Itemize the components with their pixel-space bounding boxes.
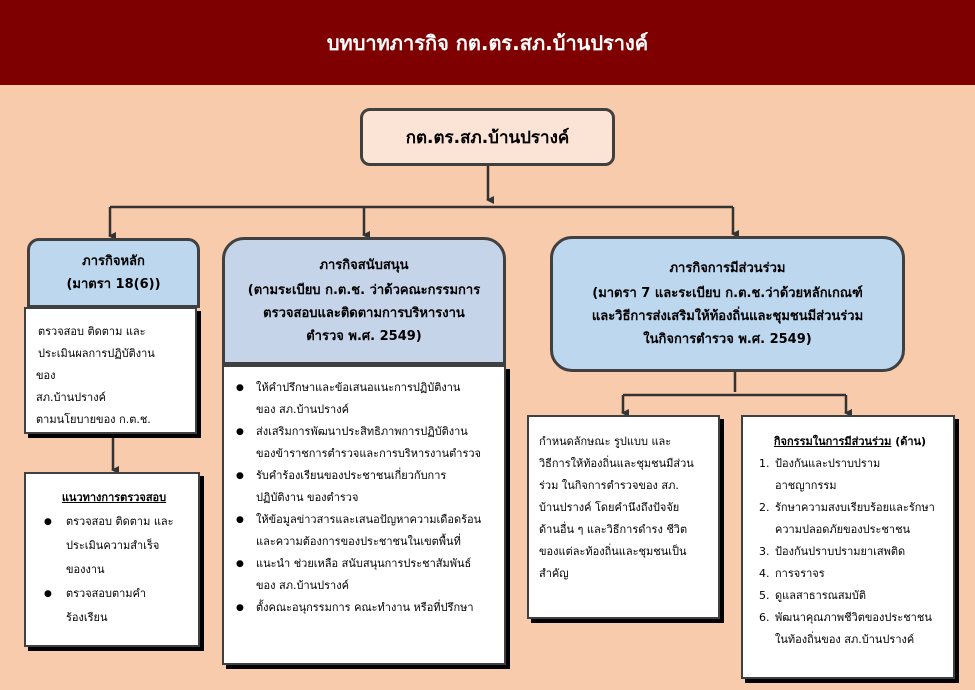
item-line: รักษาความสงบเรียบร้อยและรักษา bbox=[775, 501, 935, 514]
item-number: 6. bbox=[759, 611, 770, 624]
list-item bbox=[753, 497, 947, 541]
support-mission-subtitle-line: (ตามระเบียบ ก.ต.ช. ว่าด้วคณะกรรมการ bbox=[247, 283, 481, 298]
participation-mission-subtitle-line: และวิธีการส่งเสริมให้ท้องถิ่นและชุมชนมีส่วนร่วม bbox=[591, 309, 864, 324]
item-line: ● ตั้งคณะอนุกรรมการ คณะทำงาน หรือที่ปรึกษา bbox=[256, 601, 474, 614]
support-mission-subtitle-line: ตรวจสอบและติดตามการบริหารงาน bbox=[263, 306, 465, 321]
item-number: 4. bbox=[759, 567, 770, 580]
text-line: กำหนดลักษณะ รูปแบบ และ bbox=[539, 435, 672, 448]
item-line: ● ตรวจสอบ ติดตาม และ bbox=[66, 515, 174, 528]
text-line: ด้านอื่น ๆ และวิธีการดำรง ชีวิต bbox=[539, 523, 688, 536]
text-line: วิธีการให้ท้องถิ่นและชุมชนมีส่วน bbox=[539, 457, 694, 470]
item-number: 3. bbox=[759, 545, 770, 558]
list-item bbox=[232, 421, 498, 465]
body-line: ตรวจสอบ ติดตาม และ bbox=[38, 325, 146, 338]
item-line: ● รับคำร้องเรียนของประชาชนเกี่ยวกับการ bbox=[256, 469, 447, 482]
main-mission-subtitle: (มาตรา 18(6)) bbox=[66, 277, 161, 292]
text-line: บ้านปรางค์ โดยคำนึงถึงปัจจัย bbox=[539, 501, 680, 514]
support-mission-header bbox=[222, 237, 506, 365]
body-line: ของ bbox=[36, 369, 56, 382]
item-line: ● ส่งเสริมการพัฒนาประสิทธิภาพการปฏิบัติงาน bbox=[256, 425, 468, 438]
list-item bbox=[232, 377, 498, 421]
item-line: ร้องเรียน bbox=[66, 611, 108, 624]
participation-method-box bbox=[527, 415, 720, 619]
item-line: ในท้องถิ่นของ สภ.บ้านปรางค์ bbox=[775, 633, 915, 646]
participation-mission-subtitle-line: ในกิจการตำรวจ พ.ศ. 2549) bbox=[643, 332, 812, 347]
root-node-box bbox=[360, 108, 615, 166]
check-guideline-list bbox=[38, 510, 190, 630]
participation-mission-title: ภารกิจการมีส่วนร่วม bbox=[669, 261, 786, 276]
text-line: ของแต่ละท้องถิ่นและชุมชนเป็น bbox=[539, 545, 687, 558]
text-line: ร่วม ในกิจการตำรวจของ สภ. bbox=[539, 479, 679, 492]
body-line: ประเมินผลการปฏิบัติงาน bbox=[38, 347, 155, 360]
item-number: 2. bbox=[759, 501, 770, 514]
item-line: ของ สภ.บ้านปรางค์ bbox=[256, 403, 349, 416]
item-line: ของงาน bbox=[66, 563, 105, 576]
item-line: ประเมินความสำเร็จ bbox=[66, 539, 160, 552]
body-line: ตามนโยบายของ ก.ต.ช. bbox=[36, 413, 151, 426]
participation-activities-box bbox=[741, 415, 955, 679]
support-mission-body bbox=[222, 365, 506, 665]
page-title: บทบาทภารกิจ กต.ตร.สภ.บ้านปรางค์ bbox=[326, 30, 649, 55]
item-line: และความต้องการของประชาชนในเขตพื้นที่ bbox=[256, 535, 461, 548]
item-line: ของ สภ.บ้านปรางค์ bbox=[256, 579, 349, 592]
list-item bbox=[38, 582, 190, 630]
item-line: อาชญากรรม bbox=[775, 479, 837, 492]
list-item bbox=[232, 465, 498, 509]
item-number: 5. bbox=[759, 589, 770, 602]
item-line: พัฒนาคุณภาพชีวิตของประชาชน bbox=[775, 611, 932, 624]
check-guideline-box bbox=[24, 472, 200, 647]
item-line: การจราจร bbox=[775, 567, 825, 580]
text-line: สำคัญ bbox=[539, 567, 569, 580]
support-mission-title: ภารกิจสนับสนุน bbox=[319, 258, 409, 273]
list-item bbox=[232, 509, 498, 553]
root-node-label: กต.ตร.สภ.บ้านปรางค์ bbox=[405, 127, 570, 148]
list-item bbox=[753, 585, 947, 607]
item-line: ปฏิบัติงาน ของตำรวจ bbox=[256, 491, 359, 504]
list-item bbox=[753, 607, 947, 651]
participation-activities-title bbox=[753, 431, 947, 453]
activities-title-suffix: (ด้าน) bbox=[891, 435, 927, 448]
list-item bbox=[232, 553, 498, 597]
list-item bbox=[753, 563, 947, 585]
item-line: ● ให้ข้อมูลข่าวสารและเสนอปัญหาความเดือดร้อน bbox=[256, 513, 482, 526]
item-line: ● แนะนำ ช่วยเหลือ สนับสนุนการประชาสัมพันธ์ bbox=[256, 557, 472, 570]
participation-mission-header bbox=[550, 236, 905, 372]
item-line: ของข้าราชการตำรวจและการบริหารงานตำรวจ bbox=[256, 447, 481, 460]
check-guideline-title: แนวทางการตรวจสอบ bbox=[61, 491, 167, 504]
item-line: ● ตรวจสอบตามคำ bbox=[66, 587, 147, 600]
support-mission-list bbox=[232, 377, 498, 619]
list-item bbox=[753, 453, 947, 497]
item-line: ความปลอดภัยของประชาชน bbox=[775, 523, 911, 536]
body-line: สภ.บ้านปรางค์ bbox=[36, 391, 106, 404]
main-mission-body bbox=[24, 307, 197, 434]
main-mission-title: ภารกิจหลัก bbox=[82, 254, 145, 269]
item-line: ป้องกันปราบปรามยาเสพติด bbox=[775, 545, 906, 558]
support-mission-subtitle-line: ตำรวจ พ.ศ. 2549) bbox=[306, 329, 422, 344]
main-mission-header bbox=[27, 238, 200, 308]
participation-mission-subtitle-line: (มาตรา 7 และระเบียบ ก.ต.ช.ว่าด้วยหลักเกณฑ์ bbox=[592, 286, 863, 301]
list-item bbox=[753, 541, 947, 563]
list-item bbox=[232, 597, 498, 619]
item-line: ● ให้คำปรึกษาและข้อเสนอแนะการปฏิบัติงาน bbox=[256, 381, 461, 394]
item-number: 1. bbox=[759, 457, 770, 470]
activities-title-main: กิจกรรมในการมีส่วนร่วม bbox=[773, 435, 892, 448]
list-item bbox=[38, 510, 190, 582]
item-line: ดูแลสาธารณสมบัติ bbox=[775, 589, 866, 602]
participation-activities-list bbox=[753, 453, 947, 651]
item-line: ป้องกันและปราบปราม bbox=[775, 457, 881, 470]
